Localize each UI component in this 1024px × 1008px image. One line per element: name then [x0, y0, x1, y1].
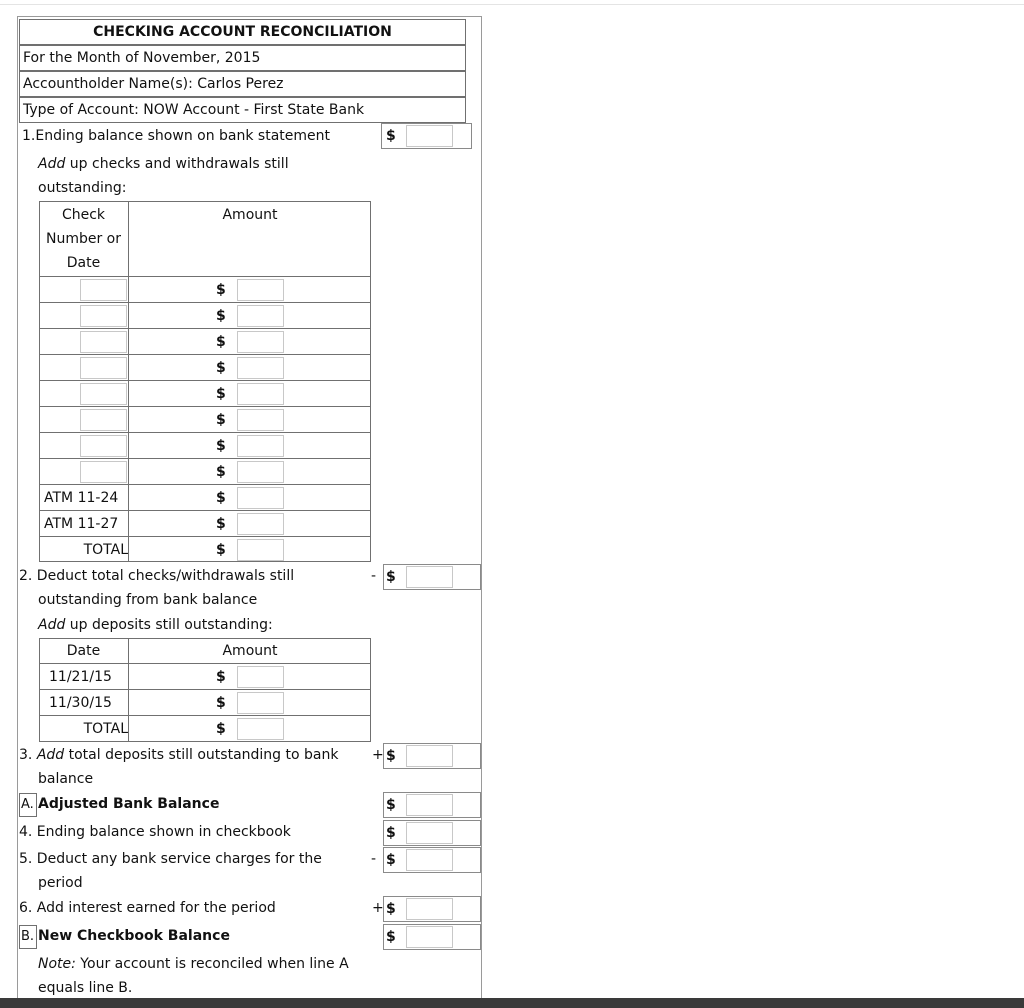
check-amount-input-4[interactable] — [237, 357, 284, 379]
row-divider — [39, 458, 371, 459]
line4-amount-input[interactable] — [406, 822, 453, 844]
checks-total-dollar: $ — [216, 542, 226, 558]
line3-amount-input[interactable] — [406, 745, 453, 767]
row-divider — [39, 302, 371, 303]
check-amount-input-2[interactable] — [237, 305, 284, 327]
lineA-amount-input[interactable] — [406, 794, 453, 816]
row-divider — [39, 380, 371, 381]
lineB-dollar: $ — [386, 929, 396, 945]
deposit-date-1: 11/21/15 — [49, 669, 112, 685]
checks-table-col-divider — [128, 201, 129, 562]
check-amount-input-9[interactable] — [237, 487, 284, 509]
check-amount-input-6[interactable] — [237, 409, 284, 431]
line5-label-2: period — [38, 875, 83, 891]
line2-sign: - — [371, 568, 377, 584]
line6-label: 6. Add interest earned for the period — [19, 900, 276, 916]
deposit-dollar-2: $ — [216, 695, 226, 711]
check-amount-input-8[interactable] — [237, 461, 284, 483]
deposit-dollar-1: $ — [216, 669, 226, 685]
check-number-input-2[interactable] — [80, 305, 127, 327]
line3-dollar: $ — [386, 748, 396, 764]
check-label-atm-1124: ATM 11-24 — [44, 490, 119, 506]
line5-amount-input[interactable] — [406, 849, 453, 871]
line2-label-1: 2. Deduct total checks/withdrawals still — [19, 568, 295, 584]
row-divider — [39, 432, 371, 433]
deposit-amount-input-1[interactable] — [237, 666, 284, 688]
form-title: CHECKING ACCOUNT RECONCILIATION — [19, 19, 466, 45]
line1-dollar: $ — [386, 128, 396, 144]
check-amount-input-3[interactable] — [237, 331, 284, 353]
month-row: For the Month of November, 2015 — [19, 45, 466, 71]
row-divider — [39, 328, 371, 329]
col-amount-header: Amount — [222, 207, 278, 223]
line2-label-2: outstanding from bank balance — [38, 592, 258, 608]
note-line2: equals line B. — [38, 980, 133, 996]
checks-intro-line2: outstanding: — [38, 180, 127, 196]
line1-amount-input[interactable] — [406, 125, 453, 147]
line2-dollar: $ — [386, 569, 396, 585]
lineB-label: New Checkbook Balance — [38, 928, 230, 944]
lineA-label: Adjusted Bank Balance — [38, 796, 220, 812]
row-divider — [39, 663, 371, 664]
row-divider — [39, 406, 371, 407]
note-line1: Note: Your account is reconciled when line A — [38, 956, 349, 972]
check-label-atm-1127: ATM 11-27 — [44, 516, 119, 532]
check-amount-input-1[interactable] — [237, 279, 284, 301]
deposits-intro: Add up deposits still outstanding: — [38, 617, 273, 633]
deposits-total-dollar: $ — [216, 721, 226, 737]
check-dollar-9: $ — [216, 490, 226, 506]
line5-dollar: $ — [386, 852, 396, 868]
lineA-letter: A. — [19, 793, 37, 817]
account-type-row: Type of Account: NOW Account - First State Bank — [19, 97, 466, 123]
row-divider — [39, 536, 371, 537]
check-dollar-2: $ — [216, 308, 226, 324]
row-divider — [39, 510, 371, 511]
line3-sign: + — [372, 747, 384, 763]
line1-label: 1.Ending balance shown on bank statement — [22, 128, 330, 144]
check-dollar-6: $ — [216, 412, 226, 428]
col-deposit-amount-header: Amount — [222, 643, 278, 659]
col-date-header: Date — [66, 643, 101, 659]
check-number-input-1[interactable] — [80, 279, 127, 301]
checks-header-divider — [39, 276, 371, 277]
checks-total-label: TOTAL — [83, 542, 128, 558]
deposit-amount-input-2[interactable] — [237, 692, 284, 714]
deposit-date-2: 11/30/15 — [49, 695, 112, 711]
line4-dollar: $ — [386, 825, 396, 841]
check-dollar-4: $ — [216, 360, 226, 376]
checks-total-input[interactable] — [237, 539, 284, 561]
deposits-total-input[interactable] — [237, 718, 284, 740]
row-divider — [39, 354, 371, 355]
row-divider — [39, 484, 371, 485]
line6-dollar: $ — [386, 901, 396, 917]
line4-label: 4. Ending balance shown in checkbook — [19, 824, 291, 840]
line6-amount-input[interactable] — [406, 898, 453, 920]
check-dollar-3: $ — [216, 334, 226, 350]
col-check-line1: Check — [61, 207, 106, 223]
lineA-dollar: $ — [386, 797, 396, 813]
check-number-input-8[interactable] — [80, 461, 127, 483]
check-number-input-6[interactable] — [80, 409, 127, 431]
line5-sign: - — [371, 851, 377, 867]
bottom-bar — [0, 998, 1024, 1008]
check-dollar-5: $ — [216, 386, 226, 402]
line3-label-1: 3. Add total deposits still outstanding to bank — [19, 747, 339, 763]
check-number-input-5[interactable] — [80, 383, 127, 405]
line5-label-1: 5. Deduct any bank service charges for the — [19, 851, 322, 867]
check-dollar-1: $ — [216, 282, 226, 298]
top-divider — [0, 4, 1024, 5]
line6-sign: + — [372, 900, 384, 916]
check-dollar-8: $ — [216, 464, 226, 480]
col-check-line2: Number or — [45, 231, 121, 247]
holder-row: Accountholder Name(s): Carlos Perez — [19, 71, 466, 97]
check-number-input-4[interactable] — [80, 357, 127, 379]
col-check-line3: Date — [66, 255, 101, 271]
checks-intro-line1: Add up checks and withdrawals still — [38, 156, 289, 172]
check-number-input-3[interactable] — [80, 331, 127, 353]
lineB-letter: B. — [19, 925, 37, 949]
check-amount-input-7[interactable] — [237, 435, 284, 457]
check-dollar-7: $ — [216, 438, 226, 454]
line2-amount-input[interactable] — [406, 566, 453, 588]
deposits-total-label: TOTAL — [83, 721, 128, 737]
check-amount-input-10[interactable] — [237, 513, 284, 535]
check-dollar-10: $ — [216, 516, 226, 532]
check-amount-input-5[interactable] — [237, 383, 284, 405]
row-divider — [39, 689, 371, 690]
row-divider — [39, 715, 371, 716]
line3-label-2: balance — [38, 771, 94, 787]
lineB-amount-input[interactable] — [406, 926, 453, 948]
check-number-input-7[interactable] — [80, 435, 127, 457]
